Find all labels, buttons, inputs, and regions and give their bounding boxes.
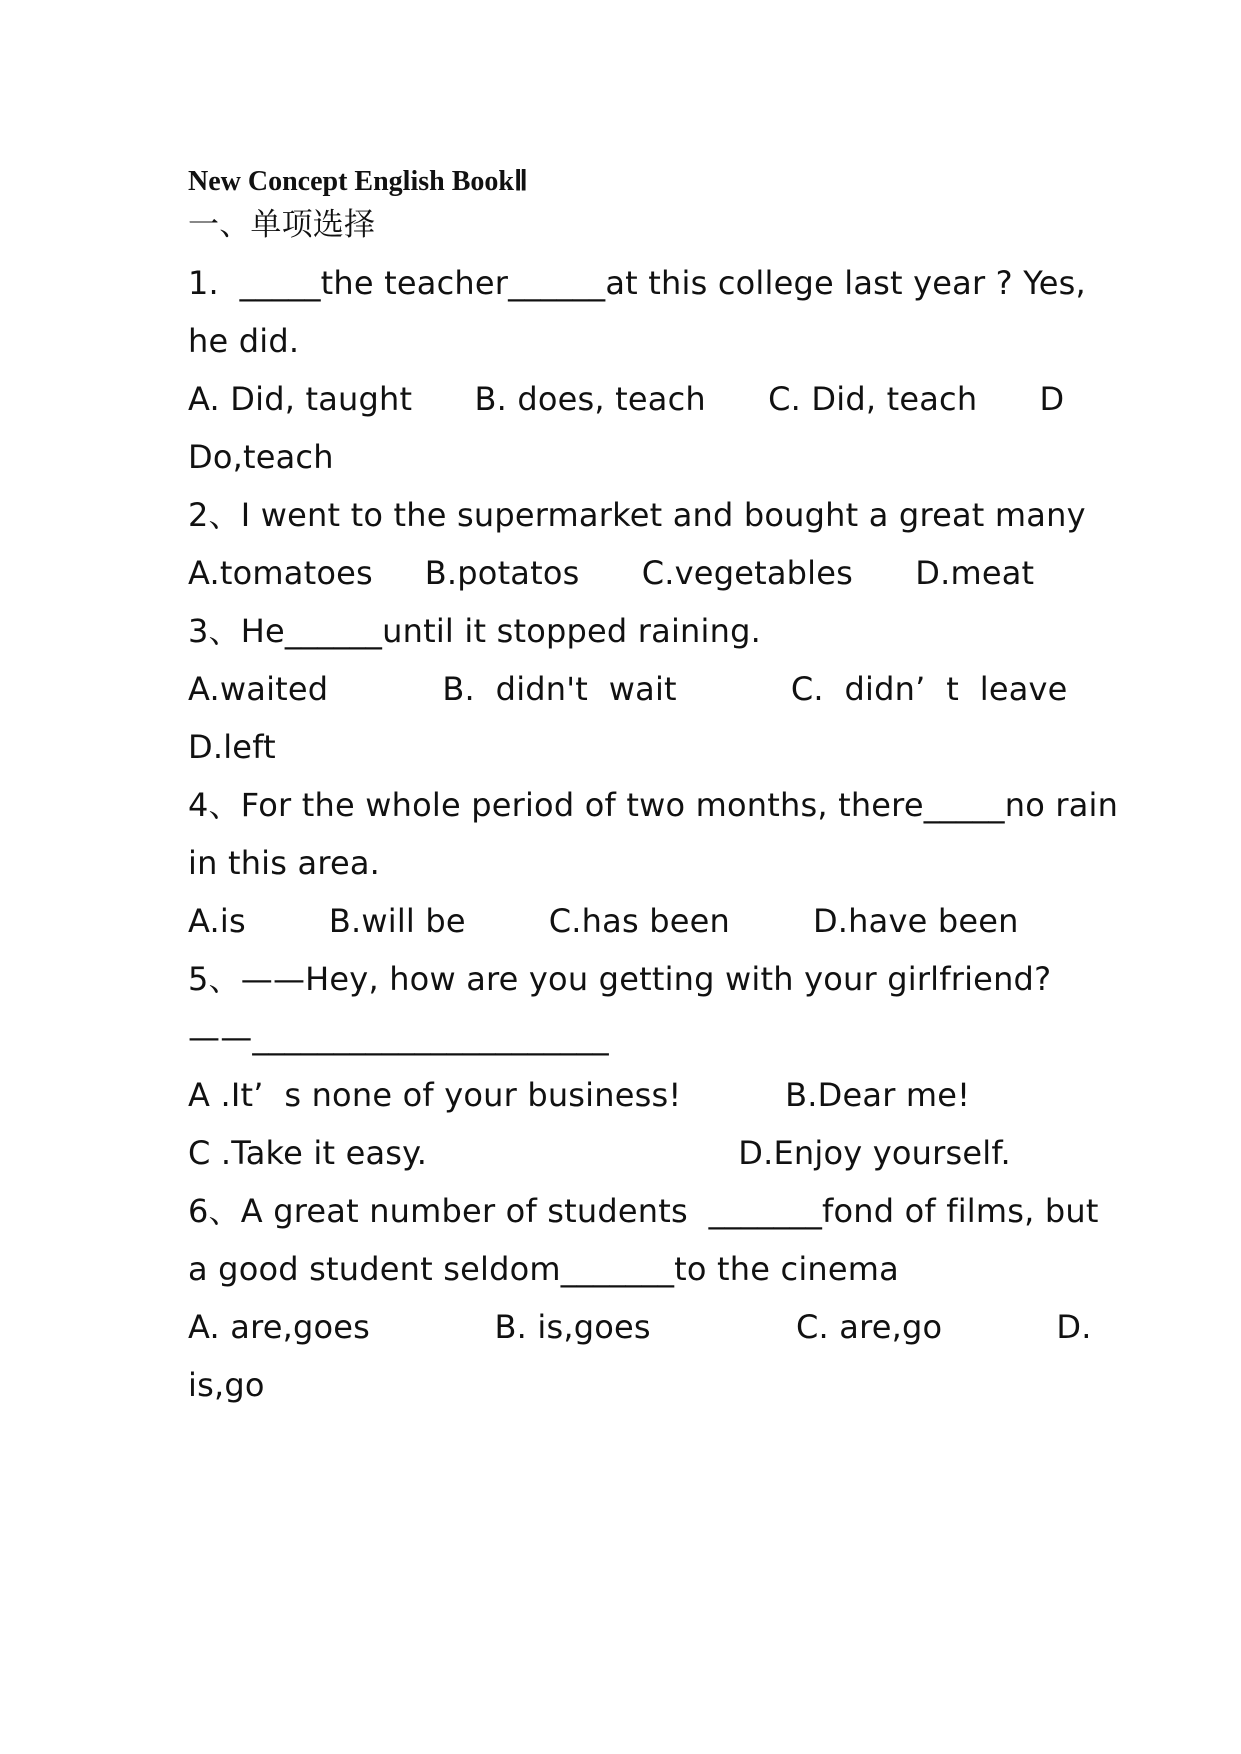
question-3-stem: 3、He______until it stopped raining.: [188, 612, 761, 650]
question-5-options-line-1: A .It’ s none of your business! B.Dear me!: [188, 1076, 971, 1114]
document-title: New Concept English BookⅡ: [188, 166, 528, 197]
question-1-options-line-2: Do,teach: [188, 438, 334, 476]
question-5-options-line-2: C .Take it easy. D.Enjoy yourself.: [188, 1134, 1011, 1172]
question-6-options-line-1: A. are,goes B. is,goes C. are,go D.: [188, 1308, 1092, 1346]
question-5-answer-blank: ——______________________: [188, 1018, 609, 1056]
question-1-stem-line-2: he did.: [188, 322, 300, 360]
question-5-stem: 5、——Hey, how are you getting with your girlfriend?: [188, 960, 1052, 998]
question-2-stem: 2、I went to the supermarket and bought a great many: [188, 496, 1086, 534]
question-3-options-line-1: A.waited B. didn't wait C. didn’ t leave: [188, 670, 1068, 708]
question-3-options-line-2: D.left: [188, 728, 276, 766]
section-heading: 一、单项选择: [188, 207, 376, 243]
question-4-stem-line-1: 4、For the whole period of two months, there_____no rain: [188, 786, 1119, 824]
question-4-options: A.is B.will be C.has been D.have been: [188, 902, 1019, 940]
question-2-options: A.tomatoes B.potatos C.vegetables D.meat: [188, 554, 1035, 592]
question-1-options-line-1: A. Did, taught B. does, teach C. Did, teach D: [188, 380, 1065, 418]
question-4-stem-line-2: in this area.: [188, 844, 381, 882]
question-1-stem-line-1: 1. _____the teacher______at this college last year ? Yes,: [188, 264, 1086, 302]
question-6-stem-line-2: a good student seldom_______to the cinema: [188, 1250, 899, 1288]
question-6-stem-line-1: 6、A great number of students _______fond of films, but: [188, 1192, 1099, 1230]
question-6-options-line-2: is,go: [188, 1366, 265, 1404]
